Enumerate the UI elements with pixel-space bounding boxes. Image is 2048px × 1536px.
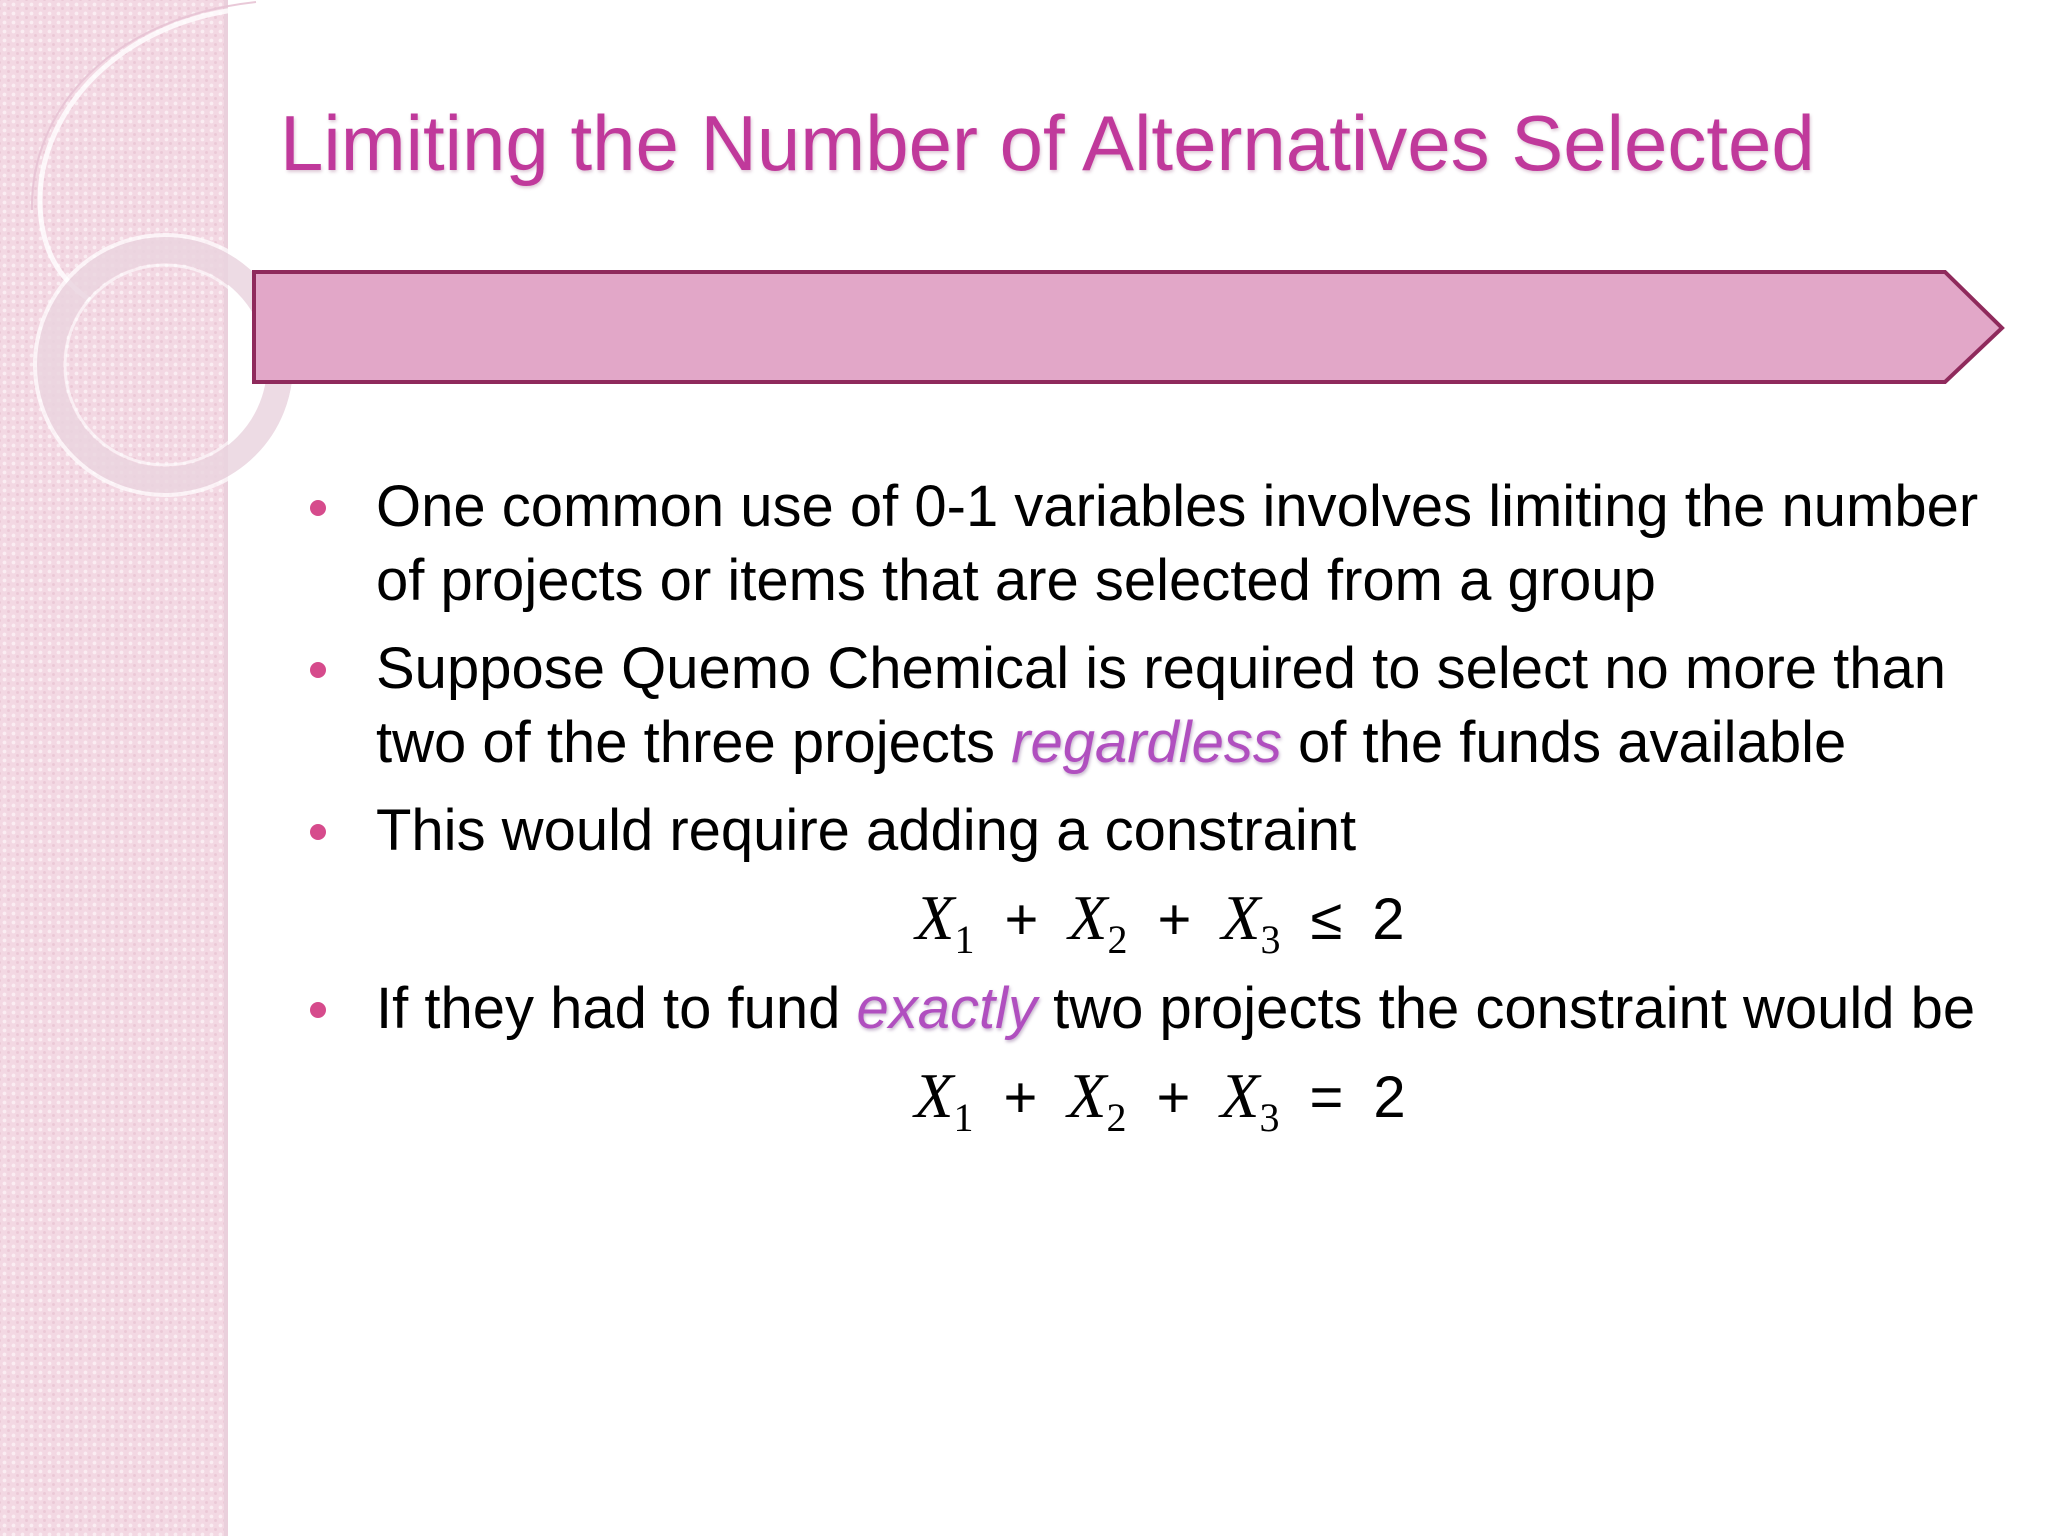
variable-x: X	[1067, 1060, 1107, 1131]
variable-x: X	[1221, 882, 1261, 953]
plus-sign: +	[1156, 1065, 1191, 1130]
subscript: 2	[1106, 1095, 1127, 1140]
bullet-dot-icon	[310, 824, 326, 840]
bullet-item	[310, 632, 2010, 780]
bullet-text-before: If they had to fund	[376, 976, 857, 1041]
emphasis-text: exactly	[856, 976, 1037, 1041]
plus-sign: +	[1157, 887, 1192, 952]
emphasis-text: regardless	[1011, 710, 1282, 775]
right-hand-side: 2	[1372, 887, 1405, 952]
subscript: 2	[1107, 917, 1128, 962]
bullet-text: This would require adding a constraint	[376, 798, 1357, 863]
bullet-item	[310, 794, 2010, 868]
subscript: 3	[1259, 1095, 1280, 1140]
relation-sign: ≤	[1310, 887, 1343, 952]
bullet-text: One common use of 0-1 variables involves limiting the number of projects or items that are selected from a group	[376, 474, 1979, 613]
decorative-swirl-graphic	[0, 0, 300, 520]
subscript: 1	[953, 1095, 974, 1140]
variable-x: X	[915, 882, 955, 953]
plus-sign: +	[1003, 1065, 1038, 1130]
right-hand-side: 2	[1373, 1065, 1406, 1130]
slide-title: Limiting the Number of Alternatives Selected	[280, 99, 1815, 187]
constraint-equation-exactly-two	[310, 1054, 2010, 1140]
plus-sign: +	[1004, 887, 1039, 952]
bullet-dot-icon	[310, 662, 326, 678]
variable-x: X	[1068, 882, 1108, 953]
relation-sign: =	[1309, 1065, 1344, 1130]
arrow-banner	[250, 268, 2010, 388]
bullet-text-after: of the funds available	[1281, 710, 1847, 775]
variable-x: X	[1220, 1060, 1260, 1131]
bullet-text-after: two projects the constraint would be	[1036, 976, 1976, 1041]
constraint-equation-max-two	[310, 876, 2010, 962]
bullet-dot-icon	[310, 1002, 326, 1018]
subscript: 3	[1260, 917, 1281, 962]
slide-body	[310, 470, 2010, 1150]
bullet-text-before: Suppose Quemo Chemical is required to select no more than two of the three projects	[376, 636, 1947, 775]
bullet-item	[310, 470, 2010, 618]
bullet-dot-icon	[310, 500, 326, 516]
variable-x: X	[914, 1060, 954, 1131]
bullet-item	[310, 972, 2010, 1046]
subscript: 1	[954, 917, 975, 962]
